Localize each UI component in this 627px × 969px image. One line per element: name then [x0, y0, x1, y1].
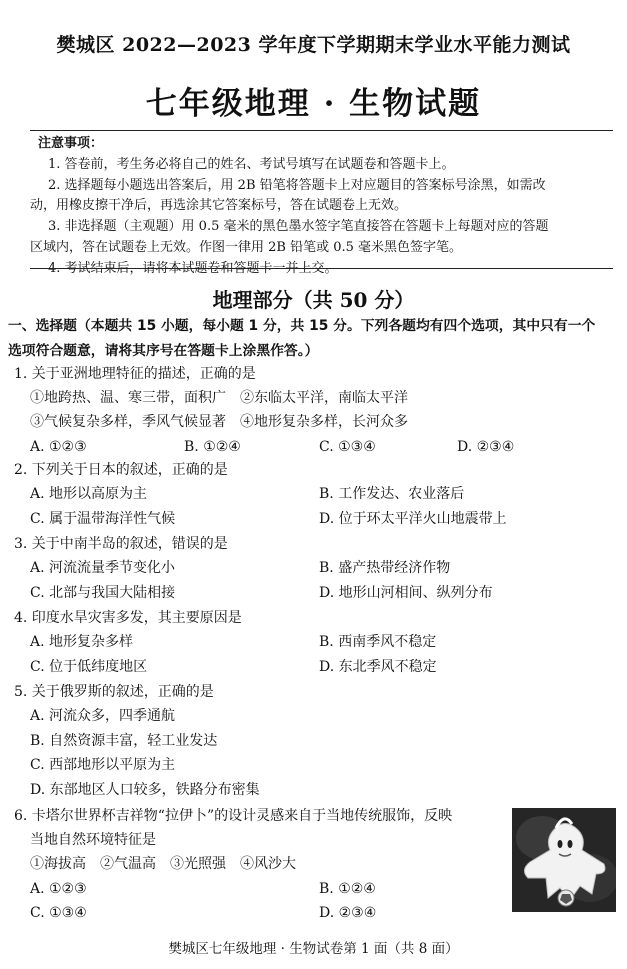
option-c: C. 位于低纬度地区 — [30, 659, 148, 675]
instruction-line: 选项符合题意，请将其序号在答题卡上涂黑作答。） — [8, 343, 319, 359]
question-stem: 6. 卡塔尔世界杯吉祥物“拉伊卜”的设计灵感来自于当地传统服饰，反映 — [14, 808, 453, 824]
option-b: B. 盛产热带经济作物 — [319, 560, 451, 576]
subject-title: 七年级地理 · 生物试题 — [145, 86, 482, 122]
notice-title: 注意事项： — [38, 136, 104, 151]
option-d: D. 地形山河相间、纵列分布 — [319, 585, 493, 601]
question-stem-cont: 当地自然环境特征是 — [30, 832, 156, 848]
section-title: 地理部分（共 50 分） — [212, 288, 415, 312]
notice-item: 3. 非选择题（主观题）用 0.5 毫米的黑色墨水签字笔直接答在答题卡上每题对应的答题 — [48, 219, 549, 235]
section-instruction — [8, 314, 613, 364]
notice-box — [30, 134, 613, 280]
option-a: A. 河流流量季节变化小 — [30, 560, 176, 576]
statement-line: ①地跨热、温、寒三带，面积广 ②东临太平洋，南临太平洋 — [30, 390, 408, 406]
option-a: A. 地形复杂多样 — [30, 634, 134, 650]
notice-item: 4. 考试结束后，请将本试题卷和答题卡一并上交。 — [48, 260, 338, 276]
notice-item-cont: 动，用橡皮擦干净后，再选涂其它答案标号，答在试题卷上无效。 — [30, 198, 408, 214]
page-footer: 樊城区七年级地理 · 生物试卷第 1 面（共 8 面） — [168, 941, 459, 957]
option-d: D. 位于环太平洋火山地震带上 — [319, 511, 507, 527]
question-stem: 4. 印度水旱灾害多发，其主要原因是 — [14, 610, 242, 626]
notice-item: 2. 选择题每小题选出答案后，用 2B 铅笔将答题卡上对应题目的答案标号涂黑，如需改 — [48, 177, 546, 193]
option-c: C. 西部地形以平原为主 — [30, 757, 176, 773]
question-stem: 3. 关于中南半岛的叙述，错误的是 — [14, 536, 228, 552]
statement-line: ①海拔高 ②气温高 ③光照强 ④风沙大 — [30, 856, 296, 872]
option-b: B. ①②④ — [184, 439, 241, 455]
exam-title: 樊城区 2022—2023 学年度下学期期末学业水平能力测试 — [56, 34, 571, 56]
option-b: B. 西南季风不稳定 — [319, 634, 437, 650]
option-c: C. ①③④ — [30, 905, 87, 921]
option-b: B. 工作发达、农业落后 — [319, 486, 465, 502]
question-stem: 1. 关于亚洲地理特征的描述，正确的是 — [14, 366, 256, 382]
option-c: C. ①③④ — [319, 439, 376, 455]
question-stem: 2. 下列关于日本的叙述，正确的是 — [14, 462, 228, 478]
option-b: B. 自然资源丰富，轻工业发达 — [30, 733, 218, 749]
question-stem: 5. 关于俄罗斯的叙述，正确的是 — [14, 684, 214, 700]
option-d: D. 东北季风不稳定 — [319, 659, 437, 675]
option-d: D. ②③④ — [319, 905, 377, 921]
option-c: C. 北部与我国大陆相接 — [30, 585, 176, 601]
option-c: C. 属于温带海洋性气候 — [30, 511, 176, 527]
option-a: A. ①②③ — [30, 439, 87, 455]
notice-top-rule — [30, 130, 613, 131]
option-d: D. 东部地区人口较多，铁路分布密集 — [30, 782, 260, 798]
mascot-ghost-icon — [512, 808, 616, 912]
instruction-line: 一、选择题（本题共 15 小题，每小题 1 分，共 15 分。下列各题均有四个选项，其中只有一个 — [8, 318, 596, 334]
notice-item-cont: 区域内，答在试题卷上无效。作图一律用 2B 铅笔或 0.5 毫米黑色签字笔。 — [30, 239, 463, 255]
statement-line: ③气候复杂多样，季风气候显著 ④地形复杂多样，长河众多 — [30, 414, 408, 430]
mascot-image — [512, 808, 616, 912]
option-d: D. ②③④ — [457, 439, 515, 455]
notice-bottom-rule — [30, 268, 613, 269]
option-a: A. 地形以高原为主 — [30, 486, 148, 502]
option-a: A. ①②③ — [30, 881, 87, 897]
option-b: B. ①②④ — [319, 881, 376, 897]
option-a: A. 河流众多，四季通航 — [30, 708, 176, 724]
notice-item: 1. 答卷前，考生务必将自己的姓名、考试号填写在试题卷和答题卡上。 — [48, 156, 455, 172]
